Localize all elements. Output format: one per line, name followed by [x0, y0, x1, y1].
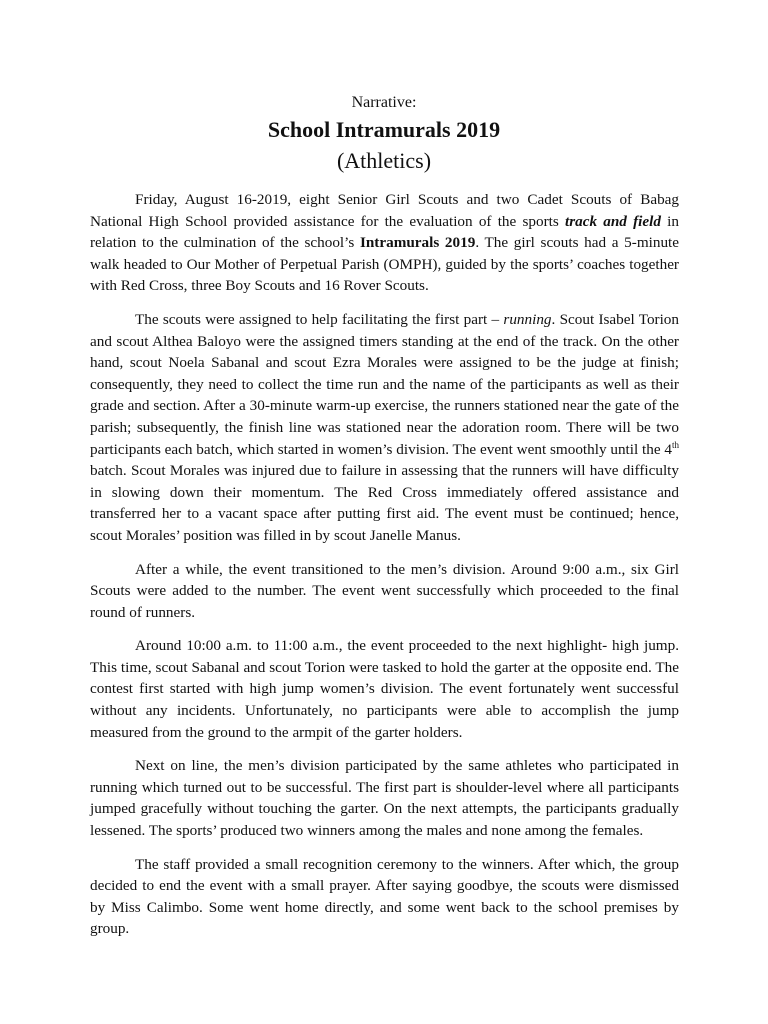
document-subtitle: (Athletics) [336, 148, 432, 173]
paragraph-1 [90, 189, 679, 297]
paragraph-4: Around 10:00 a.m. to 11:00 a.m., the event proceeded to the next highlight- high jump. This time, scout Sabanal and scout Torion were tasked to hold the garter at the opposite end. The contest first started with high jump women’s division. The event fortunately went successful without any incidents. Unfortunately, no participants were able to accomplish the jump measured from the ground to the armpit of the garter holders. [90, 637, 679, 741]
paragraph-2 [90, 309, 679, 547]
paragraph-2-text-c: batch. Scout Morales was injured due to failure in assessing that the runners will have difficulty in slowing down their momentum. The Red Cross immediately offered assistance and transferred her to a vacant space after putting first aid. The event must be continued; hence, scout Morales’ position was filled in by scout Janelle Manus. [90, 462, 679, 544]
paragraph-5: Next on line, the men’s division participated by the same athletes who participated in running which turned out to be successful. The first part is shoulder-level where all participants jumped gracefully without touching the garter. On the next attempts, the participants gradually lessened. The sports’ produced two winners among the males and none among the females. [90, 757, 679, 840]
document-body [90, 189, 679, 952]
paragraph-1-emphasis: track and field [564, 212, 661, 230]
document-kicker: Narrative: [351, 94, 417, 111]
paragraph-2-emphasis: running [503, 310, 552, 328]
paragraph-3: After a while, the event transitioned to the men’s division. Around 9:00 a.m., six Girl Scouts were added to the number. The event went successfully which proceeded to the final round of runners. [90, 560, 679, 621]
paragraph-6: The staff provided a small recognition ceremony to the winners. After which, the group decided to end the event with a small prayer. After saying goodbye, the scouts were dismissed by Miss Calimbo. Some went home directly, and some went back to the school premises by group. [90, 855, 679, 938]
paragraph-1-strong: Intramurals 2019 [359, 234, 476, 252]
document-title: School Intramurals 2019 [267, 117, 501, 142]
paragraph-2-superscript: th [671, 439, 679, 450]
paragraph-1-text-b: in relation to the culmination of the school’s [90, 212, 679, 252]
paragraph-2-text-a: The scouts were assigned to help facilitating the first part – [135, 310, 504, 328]
paragraph-1-text-a: Friday, August 16-2019, eight Senior Girl Scouts and two Cadet Scouts of Babag National High School provided assistance for the evaluation of the sports [90, 191, 679, 230]
paragraph-1-text-c: . The girl scouts had a 5-minute walk headed to Our Mother of Perpetual Parish (OMPH), guided by the sports’ coaches together with Red Cross, three Boy Scouts and 16 Rover Scouts. [90, 234, 679, 295]
paragraph-2-text-b: . Scout Isabel Torion and scout Althea Baloyo were the assigned timers standing at the end of the track. On the other hand, scout Noela Sabanal and scout Ezra Morales were assigned to be the judge at finish; consequently, they need to collect the time run and the name of the participants as well as their grade and section. After a 30-minute warm-up exercise, the runners stationed near the gate of the parish; subsequently, the finish line was stationed near the adoration room. There will be two participants each batch, which started in women’s division. The event went smoothly until the 4 [90, 310, 679, 458]
